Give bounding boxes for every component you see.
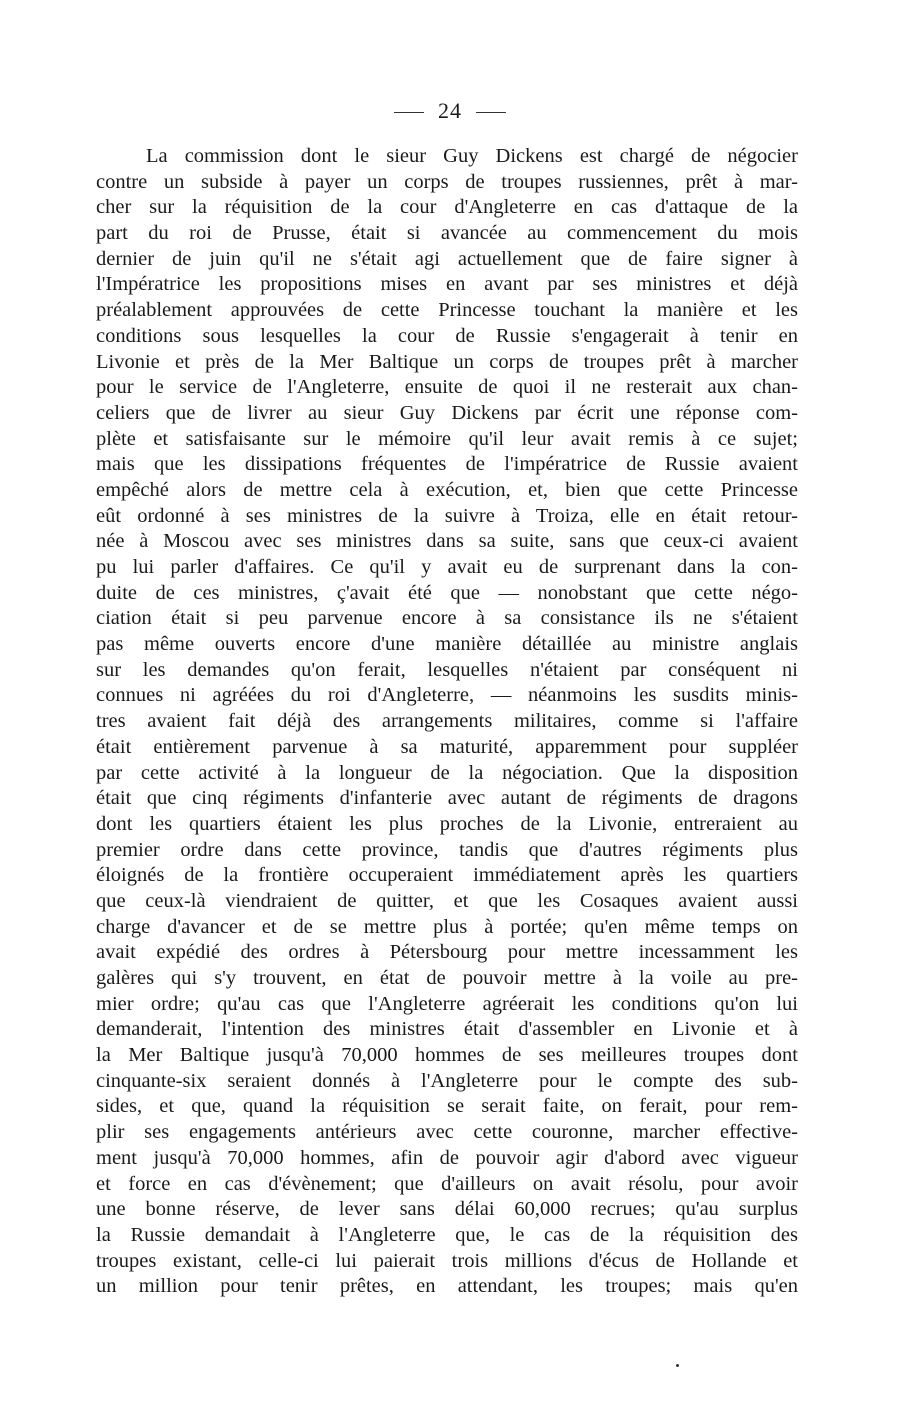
text-line: était entièrement parvenue à sa maturité, apparemment pour suppléer — [96, 735, 798, 758]
text-line: connues ni agréées du roi d'Angleterre, — néanmoins les susdits minis- — [96, 684, 798, 707]
text-line: empêché alors de mettre cela à exécution, et, bien que cette Princesse — [96, 478, 798, 501]
text-line: préalablement approuvées de cette Princesse touchant la manière et les — [96, 299, 798, 322]
text-line: cher sur la réquisition de la cour d'Angleterre en cas d'attaque de la — [96, 196, 798, 219]
text-line: l'Impératrice les propositions mises en avant par ses ministres et déjà — [96, 273, 798, 296]
text-line: sides, et que, quand la réquisition se serait faite, on ferait, pour rem- — [96, 1095, 798, 1118]
text-line: charge d'avancer et de se mettre plus à portée; qu'en même temps on — [96, 915, 798, 938]
printer-mark — [676, 1364, 679, 1367]
page-number: 24 — [438, 98, 462, 123]
header-left-rule — [394, 112, 424, 113]
text-line: que ceux-là viendraient de quitter, et que les Cosaques avaient aussi — [96, 889, 798, 912]
text-line: Livonie et près de la Mer Baltique un corps de troupes prêt à marcher — [96, 350, 798, 373]
body-paragraph — [96, 144, 798, 1300]
text-line: mais que les dissipations fréquentes de l'impératrice de Russie avaient — [96, 453, 798, 476]
text-line: demanderait, l'intention des ministres était d'assembler en Livonie et à — [96, 1018, 798, 1041]
text-line: eût ordonné à ses ministres de la suivre à Troiza, elle en était retour- — [96, 504, 798, 527]
text-line: éloignés de la frontière occuperaient immédiatement après les quartiers — [96, 864, 798, 887]
text-line: galères qui s'y trouvent, en état de pouvoir mettre à la voile au pre- — [96, 967, 798, 989]
text-line: ciation était si peu parvenue encore à sa consistance ils ne s'étaient — [96, 607, 798, 630]
text-line: pour le service de l'Angleterre, ensuite de quoi il ne resterait aux chan- — [96, 376, 798, 399]
text-line: avait expédié des ordres à Pétersbourg pour mettre incessamment les — [96, 941, 798, 964]
text-line: duite de ces ministres, ç'avait été que — nonobstant que cette négo- — [96, 581, 798, 604]
text-line: cinquante-six seraient donnés à l'Angleterre pour le compte des sub- — [96, 1069, 798, 1092]
text-line: premier ordre dans cette province, tandis que d'autres régiments plus — [96, 838, 798, 861]
text-line: contre un subside à payer un corps de troupes russiennes, prêt à mar- — [96, 170, 798, 193]
text-line: mier ordre; qu'au cas que l'Angleterre agréerait les conditions qu'on lui — [96, 992, 798, 1015]
header-right-rule — [476, 112, 506, 113]
text-line: par cette activité à la longueur de la négociation. Que la disposition — [96, 761, 798, 784]
text-line: dont les quartiers étaient les plus proches de la Livonie, entreraient au — [96, 812, 798, 835]
text-line: dernier de juin qu'il ne s'était agi actuellement que de faire signer à — [96, 247, 798, 270]
text-line: La commission dont le sieur Guy Dickens est chargé de négocier — [146, 145, 798, 167]
text-line: sur les demandes qu'on ferait, lesquelles n'étaient par conséquent ni — [96, 658, 798, 681]
text-line: troupes existant, celle-ci lui paierait trois millions d'écus de Hollande et — [96, 1249, 798, 1272]
text-line: pas même ouverts encore d'une manière détaillée au ministre anglais — [96, 633, 798, 656]
text-line: une bonne réserve, de lever sans délai 60,000 recrues; qu'au surplus — [96, 1198, 798, 1221]
text-line: ment jusqu'à 70,000 hommes, afin de pouvoir agir d'abord avec vigueur — [96, 1146, 798, 1169]
text-line: était que cinq régiments d'infanterie avec autant de régiments de dragons — [96, 787, 798, 810]
text-line: plir ses engagements antérieurs avec cette couronne, marcher effective- — [96, 1121, 798, 1144]
page-header — [0, 98, 900, 124]
text-line: celiers que de livrer au sieur Guy Dickens par écrit une réponse com- — [96, 401, 798, 424]
text-line: part du roi de Prusse, était si avancée au commencement du mois — [96, 222, 798, 245]
text-line: la Mer Baltique jusqu'à 70,000 hommes de ses meilleures troupes dont — [96, 1044, 798, 1067]
text-line: et force en cas d'évènement; que d'ailleurs on avait résolu, pour avoir — [96, 1172, 798, 1195]
text-line: un million pour tenir prêtes, en attendant, les troupes; mais qu'en — [96, 1275, 798, 1298]
text-line: tres avaient fait déjà des arrangements militaires, comme si l'affaire — [96, 710, 798, 733]
text-line: née à Moscou avec ses ministres dans sa suite, sans que ceux-ci avaient — [96, 530, 798, 553]
text-line: conditions sous lesquelles la cour de Russie s'engagerait à tenir en — [96, 324, 798, 347]
text-line: la Russie demandait à l'Angleterre que, le cas de la réquisition des — [96, 1223, 798, 1246]
text-line: pu lui parler d'affaires. Ce qu'il y avait eu de surprenant dans la con- — [96, 556, 798, 578]
text-line: plète et satisfaisante sur le mémoire qu'il leur avait remis à ce sujet; — [96, 427, 798, 450]
